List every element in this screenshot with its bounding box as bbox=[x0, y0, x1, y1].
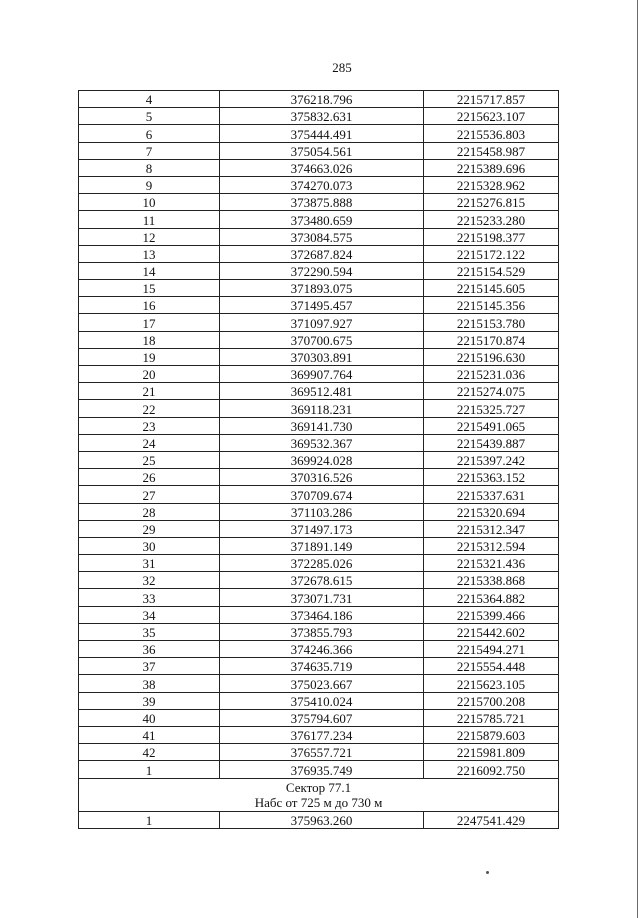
x-coordinate-cell: 371495.457 bbox=[220, 297, 424, 314]
table-row bbox=[79, 761, 559, 778]
point-number-cell: 17 bbox=[79, 314, 220, 331]
point-number-cell: 5 bbox=[79, 108, 220, 125]
point-number-cell: 34 bbox=[79, 606, 220, 623]
x-coordinate-cell: 372687.824 bbox=[220, 245, 424, 262]
y-coordinate-cell: 2215397.242 bbox=[424, 451, 559, 468]
y-coordinate-cell: 2215442.602 bbox=[424, 623, 559, 640]
table-row bbox=[79, 811, 559, 828]
table-row bbox=[79, 555, 559, 572]
table-row bbox=[79, 366, 559, 383]
table-row bbox=[79, 280, 559, 297]
point-number-cell: 18 bbox=[79, 331, 220, 348]
section-subtitle: Набс от 725 м до 730 м bbox=[254, 794, 383, 810]
x-coordinate-cell: 371497.173 bbox=[220, 520, 424, 537]
x-coordinate-cell: 374635.719 bbox=[220, 658, 424, 675]
x-coordinate-cell: 370700.675 bbox=[220, 331, 424, 348]
page-edge-line bbox=[637, 0, 638, 918]
point-number-cell: 41 bbox=[79, 726, 220, 743]
x-coordinate-cell: 376557.721 bbox=[220, 744, 424, 761]
table-row bbox=[79, 520, 559, 537]
x-coordinate-cell: 372678.615 bbox=[220, 572, 424, 589]
point-number-cell: 25 bbox=[79, 451, 220, 468]
x-coordinate-cell: 375023.667 bbox=[220, 675, 424, 692]
table-row bbox=[79, 623, 559, 640]
y-coordinate-cell: 2215717.857 bbox=[424, 91, 559, 108]
table-row bbox=[79, 641, 559, 658]
y-coordinate-cell: 2215198.377 bbox=[424, 228, 559, 245]
x-coordinate-cell: 371103.286 bbox=[220, 503, 424, 520]
x-coordinate-cell: 373855.793 bbox=[220, 623, 424, 640]
x-coordinate-cell: 375410.024 bbox=[220, 692, 424, 709]
point-number-cell: 9 bbox=[79, 176, 220, 193]
table-row bbox=[79, 486, 559, 503]
point-number-cell: 28 bbox=[79, 503, 220, 520]
x-coordinate-cell: 373875.888 bbox=[220, 194, 424, 211]
table-row bbox=[79, 142, 559, 159]
point-number-cell: 32 bbox=[79, 572, 220, 589]
table-row bbox=[79, 726, 559, 743]
point-number-cell: 27 bbox=[79, 486, 220, 503]
table-row bbox=[79, 108, 559, 125]
table-row bbox=[79, 658, 559, 675]
x-coordinate-cell: 373480.659 bbox=[220, 211, 424, 228]
point-number-cell: 35 bbox=[79, 623, 220, 640]
x-coordinate-cell: 369118.231 bbox=[220, 400, 424, 417]
section-row bbox=[79, 778, 559, 811]
table-row bbox=[79, 709, 559, 726]
section-table-body bbox=[79, 811, 559, 828]
x-coordinate-cell: 369907.764 bbox=[220, 366, 424, 383]
x-coordinate-cell: 369512.481 bbox=[220, 383, 424, 400]
x-coordinate-cell: 376935.749 bbox=[220, 761, 424, 778]
x-coordinate-cell: 373464.186 bbox=[220, 606, 424, 623]
y-coordinate-cell: 2215879.603 bbox=[424, 726, 559, 743]
x-coordinate-cell: 369141.730 bbox=[220, 417, 424, 434]
x-coordinate-cell: 376177.234 bbox=[220, 726, 424, 743]
point-number-cell: 42 bbox=[79, 744, 220, 761]
y-coordinate-cell: 2215325.727 bbox=[424, 400, 559, 417]
point-number-cell: 22 bbox=[79, 400, 220, 417]
y-coordinate-cell: 2215554.448 bbox=[424, 658, 559, 675]
x-coordinate-cell: 375963.260 bbox=[220, 811, 424, 828]
table-row bbox=[79, 606, 559, 623]
table-row bbox=[79, 348, 559, 365]
y-coordinate-cell: 2215700.208 bbox=[424, 692, 559, 709]
y-coordinate-cell: 2215623.107 bbox=[424, 108, 559, 125]
y-coordinate-cell: 2215312.594 bbox=[424, 537, 559, 554]
table-row bbox=[79, 91, 559, 108]
point-number-cell: 33 bbox=[79, 589, 220, 606]
y-coordinate-cell: 2216092.750 bbox=[424, 761, 559, 778]
point-number-cell: 29 bbox=[79, 520, 220, 537]
point-number-cell: 15 bbox=[79, 280, 220, 297]
point-number-cell: 13 bbox=[79, 245, 220, 262]
table-row bbox=[79, 434, 559, 451]
x-coordinate-cell: 369924.028 bbox=[220, 451, 424, 468]
point-number-cell: 36 bbox=[79, 641, 220, 658]
x-coordinate-cell: 375054.561 bbox=[220, 142, 424, 159]
y-coordinate-cell: 2215536.803 bbox=[424, 125, 559, 142]
table-row bbox=[79, 228, 559, 245]
y-coordinate-cell: 2215145.605 bbox=[424, 280, 559, 297]
y-coordinate-cell: 2215196.630 bbox=[424, 348, 559, 365]
y-coordinate-cell: 2215981.809 bbox=[424, 744, 559, 761]
point-number-cell: 10 bbox=[79, 194, 220, 211]
table-row bbox=[79, 400, 559, 417]
y-coordinate-cell: 2215439.887 bbox=[424, 434, 559, 451]
point-number-cell: 31 bbox=[79, 555, 220, 572]
x-coordinate-cell: 370709.674 bbox=[220, 486, 424, 503]
table-row bbox=[79, 194, 559, 211]
y-coordinate-cell: 2215231.036 bbox=[424, 366, 559, 383]
x-coordinate-cell: 372290.594 bbox=[220, 262, 424, 279]
table-row bbox=[79, 314, 559, 331]
table-row bbox=[79, 744, 559, 761]
table-row bbox=[79, 692, 559, 709]
point-number-cell: 8 bbox=[79, 159, 220, 176]
y-coordinate-cell: 2215172.122 bbox=[424, 245, 559, 262]
point-number-cell: 19 bbox=[79, 348, 220, 365]
section-title: Сектор 77.1 bbox=[285, 779, 352, 795]
section-cell bbox=[79, 778, 559, 811]
y-coordinate-cell: 2215337.631 bbox=[424, 486, 559, 503]
y-coordinate-cell: 2215623.105 bbox=[424, 675, 559, 692]
y-coordinate-cell: 2215338.868 bbox=[424, 572, 559, 589]
y-coordinate-cell: 2247541.429 bbox=[424, 811, 559, 828]
y-coordinate-cell: 2215154.529 bbox=[424, 262, 559, 279]
table-row bbox=[79, 331, 559, 348]
y-coordinate-cell: 2215321.436 bbox=[424, 555, 559, 572]
table-row bbox=[79, 417, 559, 434]
point-number-cell: 26 bbox=[79, 469, 220, 486]
coordinates-table bbox=[78, 90, 559, 829]
y-coordinate-cell: 2215494.271 bbox=[424, 641, 559, 658]
x-coordinate-cell: 369532.367 bbox=[220, 434, 424, 451]
point-number-cell: 21 bbox=[79, 383, 220, 400]
y-coordinate-cell: 2215363.152 bbox=[424, 469, 559, 486]
table-row bbox=[79, 125, 559, 142]
x-coordinate-cell: 371893.075 bbox=[220, 280, 424, 297]
point-number-cell: 4 bbox=[79, 91, 220, 108]
x-coordinate-cell: 376218.796 bbox=[220, 91, 424, 108]
x-coordinate-cell: 374663.026 bbox=[220, 159, 424, 176]
y-coordinate-cell: 2215399.466 bbox=[424, 606, 559, 623]
y-coordinate-cell: 2215153.780 bbox=[424, 314, 559, 331]
x-coordinate-cell: 375832.631 bbox=[220, 108, 424, 125]
x-coordinate-cell: 373071.731 bbox=[220, 589, 424, 606]
table-row bbox=[79, 675, 559, 692]
coordinates-table-body bbox=[79, 91, 559, 779]
table-row bbox=[79, 572, 559, 589]
y-coordinate-cell: 2215145.356 bbox=[424, 297, 559, 314]
y-coordinate-cell: 2215276.815 bbox=[424, 194, 559, 211]
table-row bbox=[79, 589, 559, 606]
point-number-cell: 6 bbox=[79, 125, 220, 142]
section-header bbox=[79, 778, 559, 811]
point-number-cell: 39 bbox=[79, 692, 220, 709]
x-coordinate-cell: 374246.366 bbox=[220, 641, 424, 658]
table-row bbox=[79, 537, 559, 554]
y-coordinate-cell: 2215458.987 bbox=[424, 142, 559, 159]
y-coordinate-cell: 2215233.280 bbox=[424, 211, 559, 228]
x-coordinate-cell: 370316.526 bbox=[220, 469, 424, 486]
x-coordinate-cell: 370303.891 bbox=[220, 348, 424, 365]
point-number-cell: 12 bbox=[79, 228, 220, 245]
point-number-cell: 1 bbox=[79, 811, 220, 828]
y-coordinate-cell: 2215170.874 bbox=[424, 331, 559, 348]
y-coordinate-cell: 2215320.694 bbox=[424, 503, 559, 520]
point-number-cell: 16 bbox=[79, 297, 220, 314]
x-coordinate-cell: 375444.491 bbox=[220, 125, 424, 142]
point-number-cell: 37 bbox=[79, 658, 220, 675]
y-coordinate-cell: 2215491.065 bbox=[424, 417, 559, 434]
page-number: 285 bbox=[332, 60, 352, 75]
table-row bbox=[79, 211, 559, 228]
x-coordinate-cell: 373084.575 bbox=[220, 228, 424, 245]
table-row bbox=[79, 469, 559, 486]
point-number-cell: 38 bbox=[79, 675, 220, 692]
point-number-cell: 1 bbox=[79, 761, 220, 778]
point-number-cell: 24 bbox=[79, 434, 220, 451]
table-row bbox=[79, 159, 559, 176]
point-number-cell: 30 bbox=[79, 537, 220, 554]
table-row bbox=[79, 262, 559, 279]
y-coordinate-cell: 2215389.696 bbox=[424, 159, 559, 176]
x-coordinate-cell: 374270.073 bbox=[220, 176, 424, 193]
x-coordinate-cell: 371097.927 bbox=[220, 314, 424, 331]
scan-speck bbox=[486, 871, 489, 874]
table-row bbox=[79, 503, 559, 520]
y-coordinate-cell: 2215328.962 bbox=[424, 176, 559, 193]
point-number-cell: 40 bbox=[79, 709, 220, 726]
table-row bbox=[79, 245, 559, 262]
x-coordinate-cell: 371891.149 bbox=[220, 537, 424, 554]
point-number-cell: 7 bbox=[79, 142, 220, 159]
table-row bbox=[79, 297, 559, 314]
y-coordinate-cell: 2215274.075 bbox=[424, 383, 559, 400]
y-coordinate-cell: 2215364.882 bbox=[424, 589, 559, 606]
point-number-cell: 11 bbox=[79, 211, 220, 228]
table-row bbox=[79, 451, 559, 468]
point-number-cell: 20 bbox=[79, 366, 220, 383]
y-coordinate-cell: 2215785.721 bbox=[424, 709, 559, 726]
point-number-cell: 23 bbox=[79, 417, 220, 434]
table-row bbox=[79, 176, 559, 193]
point-number-cell: 14 bbox=[79, 262, 220, 279]
x-coordinate-cell: 375794.607 bbox=[220, 709, 424, 726]
y-coordinate-cell: 2215312.347 bbox=[424, 520, 559, 537]
x-coordinate-cell: 372285.026 bbox=[220, 555, 424, 572]
table-row bbox=[79, 383, 559, 400]
